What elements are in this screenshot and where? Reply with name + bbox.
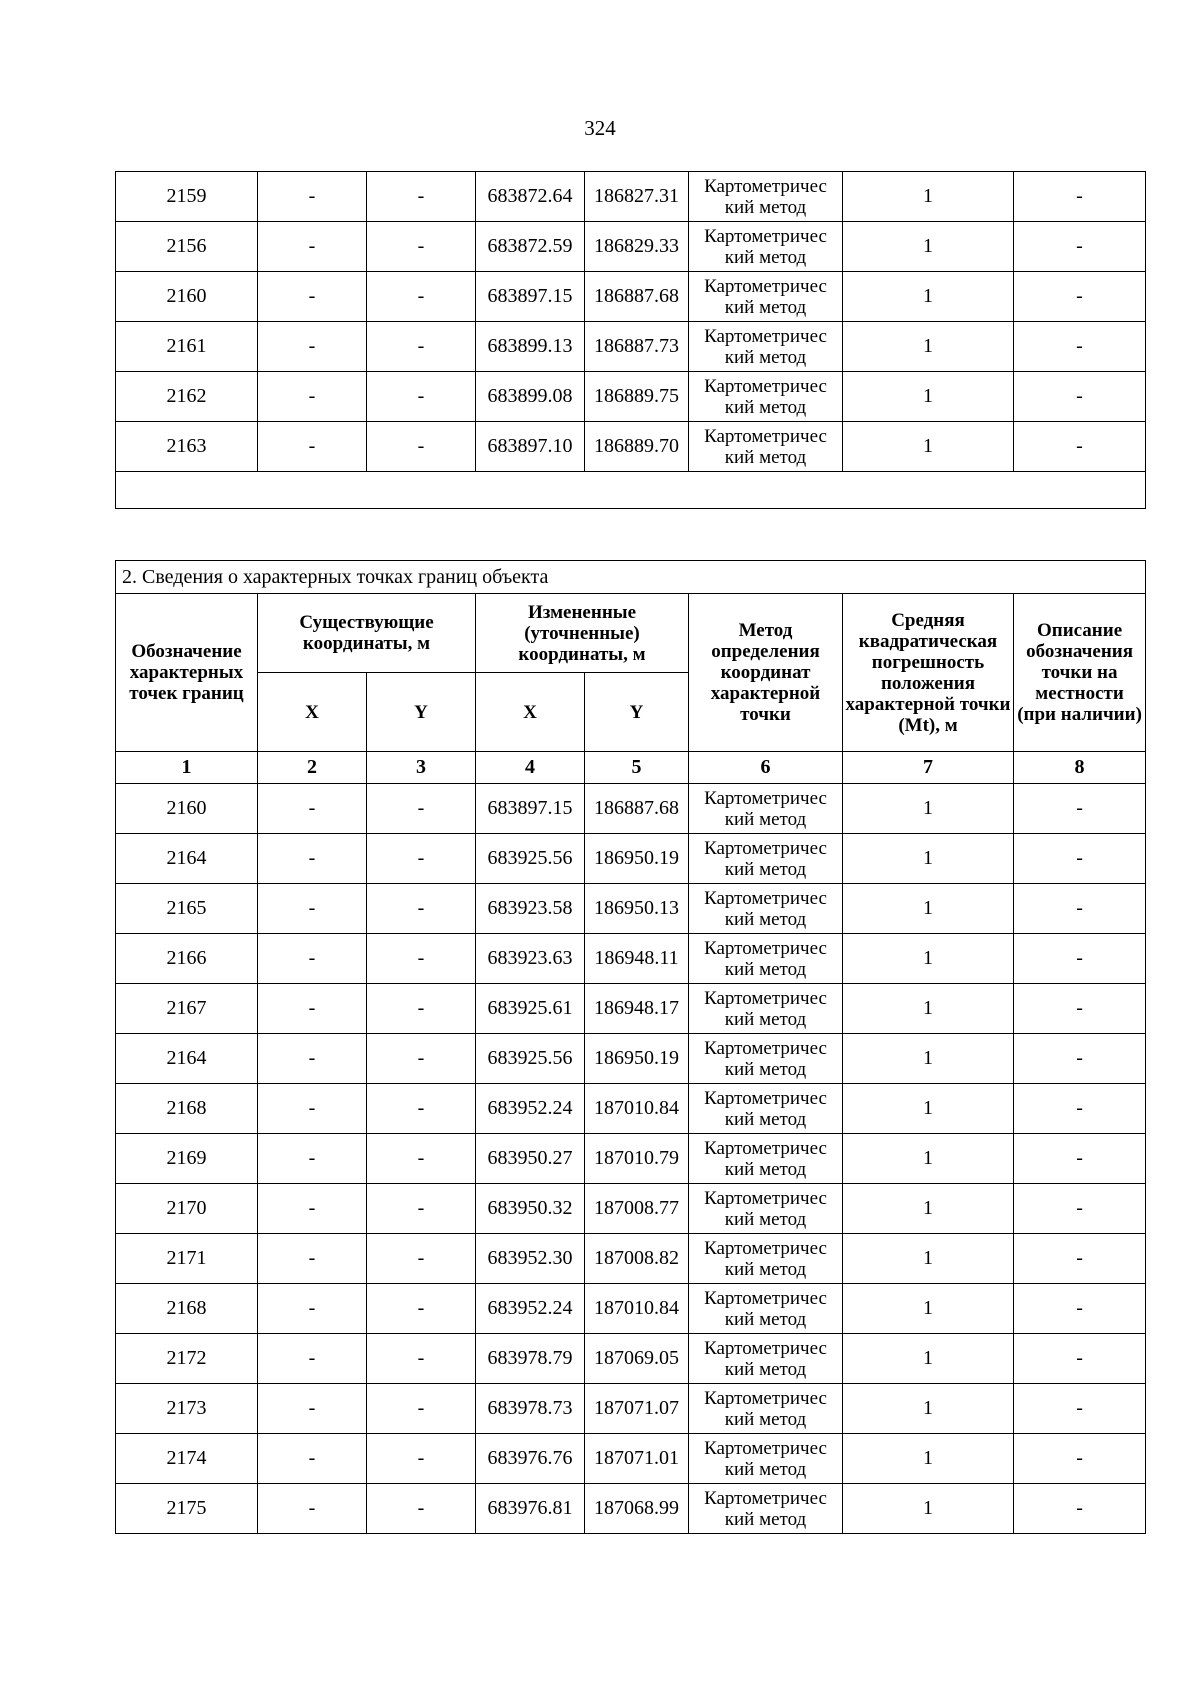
table-row [116, 1434, 1146, 1484]
existing-x-cell: - [258, 1134, 367, 1184]
table-row [116, 1134, 1146, 1184]
changed-x-cell: 683978.73 [476, 1384, 585, 1434]
method-cell [689, 884, 843, 934]
existing-x-cell: - [258, 272, 367, 322]
point-designation-cell: 2174 [116, 1434, 258, 1484]
table-row [116, 884, 1146, 934]
method-line: Картометричес [704, 325, 827, 347]
description-cell: - [1014, 1034, 1146, 1084]
method-line: Картометричес [704, 425, 827, 447]
existing-y-cell: - [367, 934, 476, 984]
point-designation-cell: 2164 [116, 834, 258, 884]
existing-y-cell: - [367, 984, 476, 1034]
existing-x-cell: - [258, 1034, 367, 1084]
method-line: кий метод [724, 808, 807, 830]
table1-body [116, 172, 1146, 472]
point-designation-cell: 2166 [116, 934, 258, 984]
header-existing-x: X [258, 673, 367, 752]
changed-x-cell: 683899.08 [476, 372, 585, 422]
accuracy-cell: 1 [843, 1184, 1014, 1234]
method-line: Картометричес [704, 787, 827, 809]
method-cell [689, 1284, 843, 1334]
existing-x-cell: - [258, 1384, 367, 1434]
method-cell [689, 222, 843, 272]
column-number: 2 [258, 752, 367, 784]
changed-x-cell: 683872.59 [476, 222, 585, 272]
method-line: кий метод [724, 1308, 807, 1330]
method-line: Картометричес [704, 937, 827, 959]
method-line: Картометричес [704, 1137, 827, 1159]
changed-x-cell: 683925.56 [476, 834, 585, 884]
header-method: Метод определения координат характерной точки [689, 594, 843, 752]
changed-x-cell: 683897.15 [476, 784, 585, 834]
changed-y-cell: 187008.77 [585, 1184, 689, 1234]
method-line: Картометричес [704, 1037, 827, 1059]
method-cell [689, 1234, 843, 1284]
table-row [116, 784, 1146, 834]
method-line: Картометричес [704, 1337, 827, 1359]
method-cell [689, 172, 843, 222]
column-number: 3 [367, 752, 476, 784]
description-cell: - [1014, 322, 1146, 372]
method-cell [689, 322, 843, 372]
point-designation-cell: 2162 [116, 372, 258, 422]
description-cell: - [1014, 172, 1146, 222]
accuracy-cell: 1 [843, 784, 1014, 834]
table-row [116, 1034, 1146, 1084]
method-line: Картометричес [704, 225, 827, 247]
changed-x-cell: 683978.79 [476, 1334, 585, 1384]
table-row [116, 934, 1146, 984]
method-line: Картометричес [704, 1287, 827, 1309]
table-row [116, 1184, 1146, 1234]
description-cell: - [1014, 934, 1146, 984]
existing-x-cell: - [258, 222, 367, 272]
table-row [116, 422, 1146, 472]
table-row [116, 322, 1146, 372]
changed-y-cell: 187010.84 [585, 1284, 689, 1334]
changed-y-cell: 186889.70 [585, 422, 689, 472]
method-line: кий метод [724, 446, 807, 468]
table-row [116, 372, 1146, 422]
changed-y-cell: 186950.19 [585, 1034, 689, 1084]
changed-x-cell: 683897.15 [476, 272, 585, 322]
method-line: Картометричес [704, 1387, 827, 1409]
existing-x-cell: - [258, 934, 367, 984]
header-description: Описание обозначения точки на местности (при наличии) [1014, 594, 1146, 752]
table-row [116, 1384, 1146, 1434]
existing-y-cell: - [367, 1034, 476, 1084]
existing-y-cell: - [367, 884, 476, 934]
table-row [116, 1484, 1146, 1534]
point-designation-cell: 2156 [116, 222, 258, 272]
changed-y-cell: 187071.07 [585, 1384, 689, 1434]
method-cell [689, 1184, 843, 1234]
changed-y-cell: 186948.11 [585, 934, 689, 984]
point-designation-cell: 2169 [116, 1134, 258, 1184]
method-line: кий метод [724, 346, 807, 368]
accuracy-cell: 1 [843, 1084, 1014, 1134]
changed-x-cell: 683952.30 [476, 1234, 585, 1284]
method-line: кий метод [724, 1458, 807, 1480]
changed-x-cell: 683952.24 [476, 1284, 585, 1334]
method-cell [689, 1034, 843, 1084]
changed-y-cell: 186950.13 [585, 884, 689, 934]
changed-y-cell: 187008.82 [585, 1234, 689, 1284]
changed-x-cell: 683950.27 [476, 1134, 585, 1184]
method-cell [689, 1384, 843, 1434]
changed-x-cell: 683897.10 [476, 422, 585, 472]
existing-y-cell: - [367, 222, 476, 272]
table-row [116, 834, 1146, 884]
description-cell: - [1014, 1234, 1146, 1284]
description-cell: - [1014, 984, 1146, 1034]
description-cell: - [1014, 1484, 1146, 1534]
existing-y-cell: - [367, 1284, 476, 1334]
point-designation-cell: 2172 [116, 1334, 258, 1384]
coordinates-table-continued [115, 171, 1146, 509]
description-cell: - [1014, 834, 1146, 884]
accuracy-cell: 1 [843, 834, 1014, 884]
accuracy-cell: 1 [843, 1034, 1014, 1084]
method-line: Картометричес [704, 275, 827, 297]
changed-y-cell: 187071.01 [585, 1434, 689, 1484]
method-line: кий метод [724, 1108, 807, 1130]
column-number: 5 [585, 752, 689, 784]
table-row [116, 1084, 1146, 1134]
column-number: 8 [1014, 752, 1146, 784]
point-designation-cell: 2167 [116, 984, 258, 1034]
description-cell: - [1014, 272, 1146, 322]
accuracy-cell: 1 [843, 1234, 1014, 1284]
changed-x-cell: 683923.63 [476, 934, 585, 984]
changed-y-cell: 186887.68 [585, 272, 689, 322]
existing-x-cell: - [258, 984, 367, 1034]
method-line: Картометричес [704, 375, 827, 397]
accuracy-cell: 1 [843, 222, 1014, 272]
accuracy-cell: 1 [843, 1284, 1014, 1334]
existing-y-cell: - [367, 1384, 476, 1434]
existing-y-cell: - [367, 372, 476, 422]
header-changed-x: X [476, 673, 585, 752]
header-existing-y: Y [367, 673, 476, 752]
table-row [116, 1284, 1146, 1334]
method-line: Картометричес [704, 1187, 827, 1209]
point-designation-cell: 2164 [116, 1034, 258, 1084]
existing-x-cell: - [258, 1184, 367, 1234]
changed-x-cell: 683923.58 [476, 884, 585, 934]
existing-y-cell: - [367, 834, 476, 884]
accuracy-cell: 1 [843, 884, 1014, 934]
description-cell: - [1014, 1184, 1146, 1234]
point-designation-cell: 2160 [116, 784, 258, 834]
table1-empty-row [116, 472, 1146, 509]
method-line: Картометричес [704, 175, 827, 197]
accuracy-cell: 1 [843, 984, 1014, 1034]
method-line: кий метод [724, 1358, 807, 1380]
point-designation-cell: 2161 [116, 322, 258, 372]
method-cell [689, 834, 843, 884]
point-designation-cell: 2160 [116, 272, 258, 322]
table-row [116, 272, 1146, 322]
table-row [116, 1334, 1146, 1384]
method-cell [689, 272, 843, 322]
accuracy-cell: 1 [843, 1134, 1014, 1184]
method-line: кий метод [724, 396, 807, 418]
point-designation-cell: 2170 [116, 1184, 258, 1234]
existing-x-cell: - [258, 834, 367, 884]
existing-y-cell: - [367, 1134, 476, 1184]
changed-y-cell: 186889.75 [585, 372, 689, 422]
table-row [116, 1234, 1146, 1284]
existing-y-cell: - [367, 1484, 476, 1534]
point-designation-cell: 2165 [116, 884, 258, 934]
existing-y-cell: - [367, 172, 476, 222]
existing-y-cell: - [367, 422, 476, 472]
column-number: 6 [689, 752, 843, 784]
method-cell [689, 934, 843, 984]
method-line: Картометричес [704, 1487, 827, 1509]
method-line: кий метод [724, 1058, 807, 1080]
description-cell: - [1014, 1134, 1146, 1184]
changed-y-cell: 186950.19 [585, 834, 689, 884]
existing-x-cell: - [258, 172, 367, 222]
changed-y-cell: 186887.73 [585, 322, 689, 372]
description-cell: - [1014, 784, 1146, 834]
existing-x-cell: - [258, 422, 367, 472]
point-designation-cell: 2173 [116, 1384, 258, 1434]
method-line: Картометричес [704, 1237, 827, 1259]
method-line: Картометричес [704, 837, 827, 859]
accuracy-cell: 1 [843, 172, 1014, 222]
changed-y-cell: 187010.79 [585, 1134, 689, 1184]
method-line: кий метод [724, 1008, 807, 1030]
existing-x-cell: - [258, 884, 367, 934]
method-cell [689, 1434, 843, 1484]
description-cell: - [1014, 1084, 1146, 1134]
changed-x-cell: 683976.81 [476, 1484, 585, 1534]
changed-x-cell: 683976.76 [476, 1434, 585, 1484]
description-cell: - [1014, 1284, 1146, 1334]
boundary-points-table [115, 560, 1146, 1534]
accuracy-cell: 1 [843, 1434, 1014, 1484]
table-caption: 2. Сведения о характерных точках границ объекта [116, 561, 1146, 594]
description-cell: - [1014, 222, 1146, 272]
point-designation-cell: 2168 [116, 1284, 258, 1334]
method-line: кий метод [724, 908, 807, 930]
column-number: 7 [843, 752, 1014, 784]
changed-y-cell: 186948.17 [585, 984, 689, 1034]
method-line: кий метод [724, 1158, 807, 1180]
existing-y-cell: - [367, 322, 476, 372]
accuracy-cell: 1 [843, 1384, 1014, 1434]
method-cell [689, 422, 843, 472]
changed-y-cell: 186827.31 [585, 172, 689, 222]
accuracy-cell: 1 [843, 934, 1014, 984]
existing-x-cell: - [258, 1234, 367, 1284]
table-row [116, 984, 1146, 1034]
changed-x-cell: 683952.24 [476, 1084, 585, 1134]
method-cell [689, 1134, 843, 1184]
header-accuracy: Средняя квадратическая погрешность положения характерной точки (Mt), м [843, 594, 1014, 752]
existing-x-cell: - [258, 1084, 367, 1134]
accuracy-cell: 1 [843, 322, 1014, 372]
description-cell: - [1014, 884, 1146, 934]
description-cell: - [1014, 1334, 1146, 1384]
existing-x-cell: - [258, 1434, 367, 1484]
table-row [116, 172, 1146, 222]
header-changed-coordinates: Измененные (уточненные) координаты, м [476, 594, 689, 673]
existing-x-cell: - [258, 322, 367, 372]
method-line: кий метод [724, 1208, 807, 1230]
column-number: 4 [476, 752, 585, 784]
method-cell [689, 1084, 843, 1134]
method-line: кий метод [724, 1508, 807, 1530]
existing-y-cell: - [367, 1234, 476, 1284]
point-designation-cell: 2171 [116, 1234, 258, 1284]
description-cell: - [1014, 1434, 1146, 1484]
changed-y-cell: 186887.68 [585, 784, 689, 834]
page-number: 324 [584, 116, 616, 140]
existing-y-cell: - [367, 784, 476, 834]
existing-y-cell: - [367, 272, 476, 322]
accuracy-cell: 1 [843, 272, 1014, 322]
method-cell [689, 1334, 843, 1384]
method-line: кий метод [724, 296, 807, 318]
method-cell [689, 372, 843, 422]
point-designation-cell: 2159 [116, 172, 258, 222]
changed-y-cell: 187010.84 [585, 1084, 689, 1134]
changed-x-cell: 683925.56 [476, 1034, 585, 1084]
method-line: кий метод [724, 196, 807, 218]
existing-x-cell: - [258, 1484, 367, 1534]
existing-y-cell: - [367, 1434, 476, 1484]
header-existing-coordinates: Существующие координаты, м [258, 594, 476, 673]
method-line: Картометричес [704, 887, 827, 909]
changed-x-cell: 683925.61 [476, 984, 585, 1034]
changed-x-cell: 683950.32 [476, 1184, 585, 1234]
description-cell: - [1014, 1384, 1146, 1434]
method-cell [689, 1484, 843, 1534]
method-line: Картометричес [704, 1437, 827, 1459]
point-designation-cell: 2168 [116, 1084, 258, 1134]
method-line: Картометричес [704, 1087, 827, 1109]
changed-x-cell: 683872.64 [476, 172, 585, 222]
method-cell [689, 784, 843, 834]
accuracy-cell: 1 [843, 1334, 1014, 1384]
method-line: кий метод [724, 958, 807, 980]
changed-y-cell: 187068.99 [585, 1484, 689, 1534]
table-row [116, 222, 1146, 272]
existing-y-cell: - [367, 1334, 476, 1384]
accuracy-cell: 1 [843, 372, 1014, 422]
existing-y-cell: - [367, 1184, 476, 1234]
existing-y-cell: - [367, 1084, 476, 1134]
header-changed-y: Y [585, 673, 689, 752]
accuracy-cell: 1 [843, 1484, 1014, 1534]
method-line: кий метод [724, 1408, 807, 1430]
method-cell [689, 984, 843, 1034]
existing-x-cell: - [258, 1284, 367, 1334]
existing-x-cell: - [258, 784, 367, 834]
point-designation-cell: 2175 [116, 1484, 258, 1534]
description-cell: - [1014, 372, 1146, 422]
method-line: кий метод [724, 246, 807, 268]
method-line: Картометричес [704, 987, 827, 1009]
changed-y-cell: 186829.33 [585, 222, 689, 272]
changed-y-cell: 187069.05 [585, 1334, 689, 1384]
point-designation-cell: 2163 [116, 422, 258, 472]
existing-x-cell: - [258, 372, 367, 422]
method-line: кий метод [724, 858, 807, 880]
header-designation: Обозначение характерных точек границ [116, 594, 258, 752]
description-cell: - [1014, 422, 1146, 472]
method-line: кий метод [724, 1258, 807, 1280]
column-number: 1 [116, 752, 258, 784]
accuracy-cell: 1 [843, 422, 1014, 472]
existing-x-cell: - [258, 1334, 367, 1384]
changed-x-cell: 683899.13 [476, 322, 585, 372]
table2-body [116, 784, 1146, 1534]
